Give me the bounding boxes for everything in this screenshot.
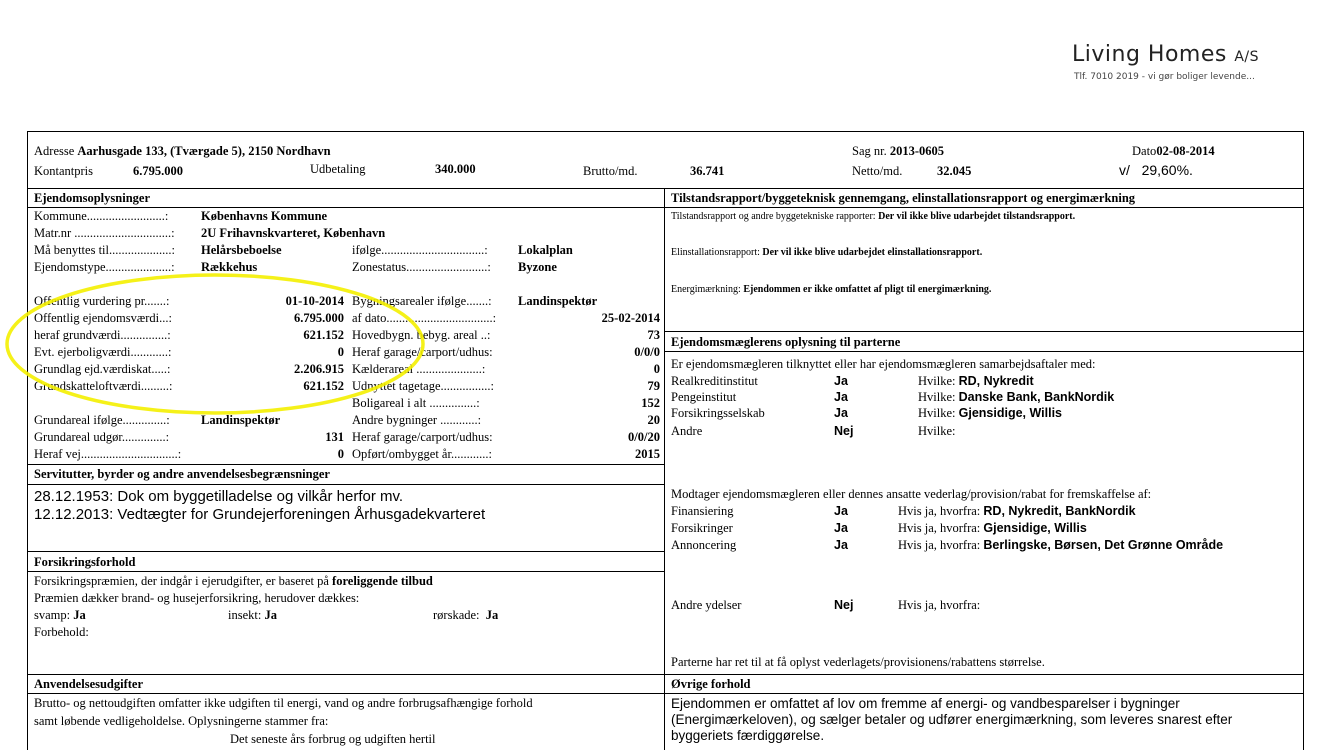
section-title-easements: Servitutter, byrder og andre anvendelsesbegrænsninger	[34, 467, 330, 481]
valuation-value: 01-10-2014	[285, 294, 344, 308]
usage-value: Helårsbeboelse	[201, 243, 282, 257]
commission-answer: Ja	[834, 521, 848, 535]
section-title-property: Ejendomsoplysninger	[34, 191, 150, 205]
insect-value: Ja	[264, 608, 277, 622]
other-line: (Energimærkeloven), og sælger betaler og udfører energimærkning, som leveres snarest efter	[671, 712, 1233, 727]
which-label: Hvilke:	[918, 390, 956, 404]
commission-source	[898, 521, 1087, 536]
area-value: 152	[641, 396, 660, 410]
affiliation-label: Realkreditinstitut	[671, 374, 758, 388]
which-value: Gjensidige, Willis	[958, 406, 1063, 420]
source-value: RD, Nykredit, BankNordik	[983, 504, 1136, 518]
valuation-value: 0	[337, 345, 344, 359]
logo-tagline: Tlf. 7010 2019 - vi gør boliger levende...	[1074, 72, 1255, 82]
condition-report-line	[671, 211, 1075, 222]
which-value: Danske Bank, BankNordik	[958, 390, 1115, 404]
section-title-usage-costs: Anvendelsesudgifter	[34, 677, 144, 691]
rule	[27, 551, 664, 552]
insurance-basis: foreliggende tilbud	[332, 574, 433, 588]
usage-costs-line: Det seneste års forbrug og udgiften hertil	[230, 732, 436, 746]
address-label: Adresse	[34, 144, 75, 158]
energy-label-label: Energimærkning:	[671, 284, 741, 295]
downpayment-label: Udbetaling	[310, 162, 366, 176]
rule	[27, 674, 664, 675]
insurance-line-1	[34, 574, 433, 589]
rule	[664, 693, 1304, 694]
valuation-label: Grundskatteloftværdi.........:	[34, 379, 173, 393]
rule	[664, 331, 1304, 332]
area-value: 25-02-2014	[601, 311, 660, 325]
valuation-label: Evt. ejerboligværdi............:	[34, 345, 172, 359]
dryrot-label: svamp:	[34, 608, 71, 622]
other-line: Ejendommen er omfattet af lov om fremme af energi- og vandbesparelser i bygninger	[671, 696, 1180, 711]
area-label: Udnyttet tagetage................:	[352, 379, 494, 393]
usage-costs-line: Brutto- og nettoudgiften omfatter ikke udgiften til energi, vand og andre forbrugsafhængige forhold	[34, 696, 533, 710]
ratio-value: 29,60%.	[1141, 162, 1193, 178]
frame-top	[27, 131, 1304, 132]
highlight-ellipse-stroke	[7, 275, 423, 413]
electrical-report-line	[671, 247, 982, 258]
valuation-value: 621.152	[303, 328, 344, 342]
affiliation-which	[918, 390, 1114, 405]
area-value: 79	[647, 379, 660, 393]
broker-intro: Er ejendomsmægleren tilknyttet eller har ejendomsmægleren samarbejdsaftaler med:	[671, 357, 1096, 371]
ratio-label: v/	[1119, 162, 1130, 178]
area-value: 0/0/20	[628, 430, 660, 444]
ground-value: Landinspektør	[201, 413, 281, 427]
energy-label-line	[671, 284, 991, 295]
ground-label: Heraf vej...............................:	[34, 447, 182, 461]
according-value: Lokalplan	[518, 243, 573, 257]
affiliation-answer: Nej	[834, 424, 854, 438]
source-label: Hvis ja, hvorfra:	[898, 521, 981, 535]
commission-label: Finansiering	[671, 504, 734, 518]
usage-costs-line: samt løbende vedligeholdelse. Oplysningerne stammer fra:	[34, 714, 329, 728]
dryrot-value: Ja	[73, 608, 86, 622]
affiliation-answer: Ja	[834, 406, 848, 420]
electrical-report-value: Der vil ikke blive udarbejdet elinstallationsrapport.	[762, 247, 983, 258]
header-divider	[27, 188, 1304, 189]
condition-report-label: Tilstandsrapport og andre byggetekniske rapporter:	[671, 211, 876, 222]
area-label: Andre bygninger ............:	[352, 413, 482, 427]
gross-value: 36.741	[690, 164, 725, 178]
area-label: Heraf garage/carport/udhus:	[352, 345, 493, 359]
affiliation-label: Pengeinstitut	[671, 390, 737, 404]
date-value: 02-08-2014	[1156, 144, 1215, 158]
affiliation-answer: Ja	[834, 374, 848, 388]
which-label: Hvilke:	[918, 374, 956, 388]
affiliation-answer: Ja	[834, 390, 848, 404]
area-value: 0/0/0	[634, 345, 660, 359]
source-value: Berlingske, Børsen, Det Grønne Område	[983, 538, 1224, 552]
affiliation-label: Forsikringsselskab	[671, 406, 765, 420]
valuation-value: 621.152	[303, 379, 344, 393]
area-label: Bygningsarealer ifølge.......:	[352, 294, 492, 308]
ratio	[1119, 162, 1193, 178]
valuation-value: 6.795.000	[294, 311, 344, 325]
cadastre-label: Matr.nr ...............................:	[34, 226, 175, 240]
insurance-dryrot	[34, 608, 86, 623]
parties-right-note: Parterne har ret til at få oplyst vederlagets/provisionens/rabattens størrelse.	[671, 655, 1045, 669]
address-row	[34, 144, 331, 159]
rule	[27, 693, 664, 694]
rule	[664, 207, 1304, 208]
property-type-value: Rækkehus	[201, 260, 258, 274]
area-label: Heraf garage/carport/udhus:	[352, 430, 493, 444]
commission-source	[898, 504, 1136, 519]
rule	[27, 571, 664, 572]
pipe-value: Ja	[485, 608, 499, 622]
other-services-label: Andre ydelser	[671, 598, 742, 612]
insurance-insect	[228, 608, 277, 623]
cadastre-value: 2U Frihavnskvarteret, København	[201, 226, 386, 240]
area-value: 2015	[635, 447, 660, 461]
ground-label: Grundareal udgør..............:	[34, 430, 170, 444]
frame-right	[1303, 131, 1304, 750]
commission-label: Annoncering	[671, 538, 737, 552]
rule	[27, 484, 664, 485]
area-value: 20	[647, 413, 660, 427]
zone-label: Zonestatus..........................:	[352, 260, 491, 274]
address-value: Aarhusgade 133, (Tværgade 5), 2150 Nordhavn	[77, 144, 331, 158]
frame-left	[27, 131, 28, 750]
municipality-label: Kommune.........................:	[34, 209, 169, 223]
valuation-label: Offentlig ejendomsværdi...:	[34, 311, 172, 325]
valuation-label: Offentlig vurdering pr.......:	[34, 294, 170, 308]
which-label: Hvilke:	[918, 406, 956, 420]
gross-label: Brutto/md.	[583, 164, 638, 178]
insurance-pipe	[433, 608, 498, 623]
commission-answer: Ja	[834, 538, 848, 552]
insurance-line-1-text: Forsikringspræmien, der indgår i ejerudgifter, er baseret på	[34, 574, 333, 588]
condition-report-value: Der vil ikke blive udarbejdet tilstandsrapport.	[878, 211, 1076, 222]
rule	[27, 207, 664, 208]
case-label: Sag nr.	[852, 144, 887, 158]
rule	[664, 351, 1304, 352]
source-label: Hvis ja, hvorfra:	[898, 504, 981, 518]
reservation-label: Forbehold:	[34, 625, 89, 639]
column-divider	[664, 188, 665, 750]
section-title-condition-report: Tilstandsrapport/byggeteknisk gennemgang, elinstallationsrapport og energimærkning	[671, 191, 1136, 205]
area-label: Hovedbygn. bebyg. areal ..:	[352, 328, 491, 342]
source-label: Hvis ja, hvorfra:	[898, 538, 981, 552]
affiliation-label: Andre	[671, 424, 703, 438]
other-line: byggeriets færdiggørelse.	[671, 728, 825, 743]
affiliation-which	[918, 424, 956, 439]
rule	[664, 674, 1304, 675]
easement-line: 28.12.1953: Dok om byggetilladelse og vilkår herfor mv.	[34, 488, 404, 505]
case-value: 2013-0605	[889, 144, 945, 158]
according-label: ifølge.................................:	[352, 243, 488, 257]
case-number	[852, 144, 944, 159]
area-label: Boligareal i alt ...............:	[352, 396, 480, 410]
commission-answer: Ja	[834, 504, 848, 518]
ground-value: 131	[325, 430, 344, 444]
easement-line: 12.12.2013: Vedtægter for Grundejerforeningen Århusgadekvarteret	[34, 506, 486, 523]
area-value: 73	[647, 328, 660, 342]
cash-price-label: Kontantpris	[34, 164, 94, 178]
energy-label-value: Ejendommen er ikke omfattet af pligt til energimærkning.	[743, 284, 992, 295]
affiliation-which	[918, 374, 1034, 389]
area-label: Kælderareal .....................:	[352, 362, 486, 376]
other-services-answer: Nej	[834, 598, 854, 612]
ground-label: Grundareal ifølge..............:	[34, 413, 170, 427]
net-label: Netto/md.	[852, 164, 903, 178]
logo-suffix: A/S	[1234, 49, 1260, 65]
other-services-source-label: Hvis ja, hvorfra:	[898, 598, 981, 612]
municipality-value: Københavns Kommune	[201, 209, 328, 223]
section-title-other: Øvrige forhold	[671, 677, 751, 691]
net-value: 32.045	[937, 164, 972, 178]
valuation-label: Grundlag ejd.værdiskat.....:	[34, 362, 171, 376]
valuation-value: 2.206.915	[294, 362, 344, 376]
which-label: Hvilke:	[918, 424, 956, 438]
area-label: af dato..................................:	[352, 311, 497, 325]
insurance-line-2: Præmien dækker brand- og husejerforsikring, herudover dækkes:	[34, 591, 360, 605]
zone-value: Byzone	[518, 260, 557, 274]
ground-value: 0	[337, 447, 344, 461]
commission-label: Forsikringer	[671, 521, 733, 535]
date-label: Dato	[1132, 144, 1157, 158]
electrical-report-label: Elinstallationsrapport:	[671, 247, 760, 258]
commission-source	[898, 538, 1223, 553]
area-value: Landinspektør	[518, 294, 598, 308]
area-label: Opført/ombygget år............:	[352, 447, 492, 461]
rule	[27, 464, 664, 465]
pipe-label: rørskade:	[433, 608, 480, 622]
area-value: 0	[653, 362, 660, 376]
highlight-ellipse	[0, 260, 440, 430]
affiliation-which	[918, 406, 1062, 421]
logo-name: Living Homes	[1072, 42, 1227, 67]
which-value: RD, Nykredit	[958, 374, 1034, 388]
insect-label: insekt:	[228, 608, 262, 622]
valuation-label: heraf grundværdi...............:	[34, 328, 171, 342]
source-value: Gjensidige, Willis	[983, 521, 1087, 535]
section-title-insurance: Forsikringsforhold	[34, 555, 136, 569]
company-logo	[1072, 42, 1259, 67]
section-title-broker-info: Ejendomsmæglerens oplysning til parterne	[671, 335, 901, 349]
usage-label: Må benyttes til....................:	[34, 243, 175, 257]
cash-price-value: 6.795.000	[133, 164, 183, 178]
downpayment-value: 340.000	[435, 162, 476, 176]
commission-intro: Modtager ejendomsmægleren eller dennes ansatte vederlag/provision/rabat for fremskaffelse af:	[671, 487, 1152, 501]
property-type-label: Ejendomstype.....................:	[34, 260, 175, 274]
date	[1132, 144, 1215, 159]
